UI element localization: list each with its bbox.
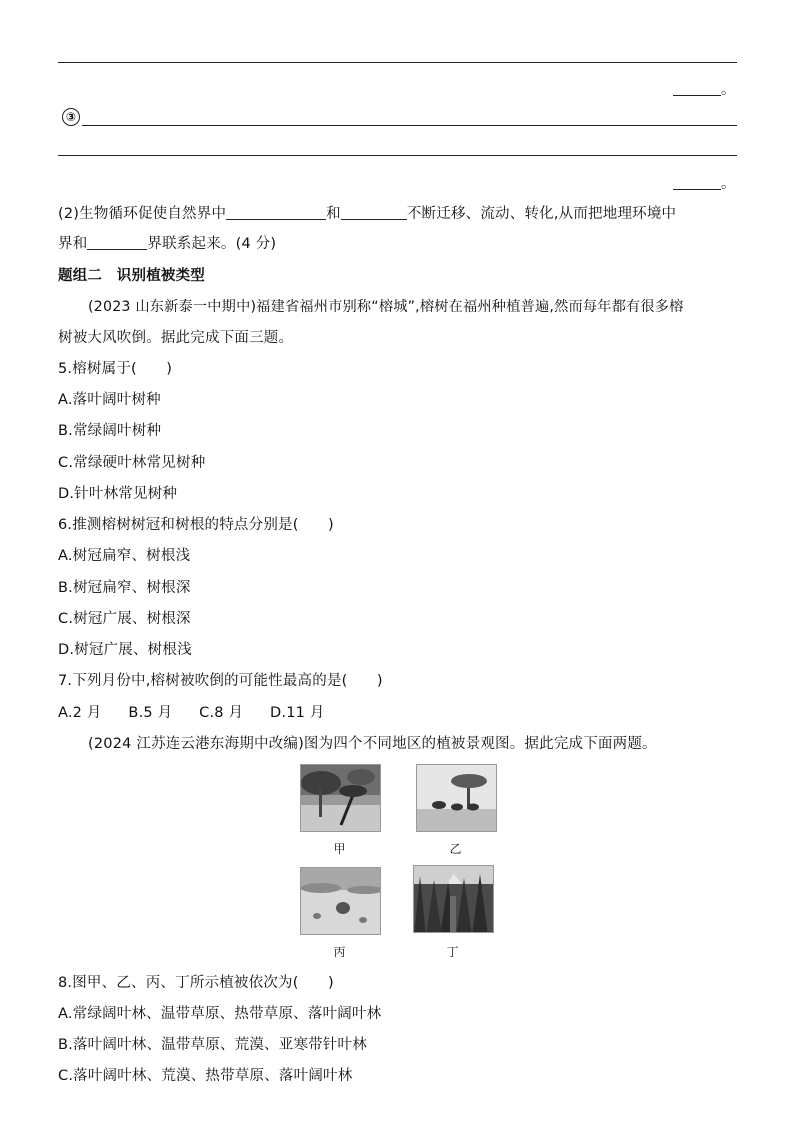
intro-2-line-1: (2024 江苏连云港东海期中改编)图为四个不同地区的植被景观图。据此完成下面两题。 <box>88 736 657 752</box>
photo-bing-desert-shrub-image <box>300 867 381 935</box>
caption-yi: 乙 <box>449 842 462 856</box>
answer-line-1 <box>58 62 737 63</box>
caption-jia: 甲 <box>333 842 346 856</box>
question-7-option-a: A.2 月 <box>58 705 102 721</box>
question-6-option-d: D.树冠广展、树根浅 <box>58 642 192 658</box>
question-7-options <box>58 701 325 722</box>
question-7-option-c: C.8 月 <box>199 705 244 721</box>
blank-1 <box>226 205 326 220</box>
text: 不断迁移、流动、转化,从而把地理环境中 <box>406 206 677 222</box>
answer-line-3 <box>58 155 737 156</box>
section-title: 题组二 识别植被类型 <box>58 268 205 284</box>
question-5-stem: 5.榕树属于( ) <box>58 361 173 377</box>
question-6-option-a: A.树冠扁窄、树根浅 <box>58 548 191 564</box>
text: 界和 <box>58 236 88 252</box>
question-8-option-b: B.落叶阔叶林、温带草原、荒漠、亚寒带针叶林 <box>58 1037 367 1053</box>
question-8-stem: 8.图甲、乙、丙、丁所示植被依次为( ) <box>58 975 334 991</box>
photo-jia-tropical-savanna-image <box>300 764 381 832</box>
photo-ding-coniferous-forest-image <box>413 865 494 933</box>
photo-yi-savanna-elephants-image <box>416 764 497 832</box>
question-6-option-b: B.树冠扁窄、树根深 <box>58 580 191 596</box>
question-5-option-a: A.落叶阔叶树种 <box>58 392 161 408</box>
end-mark: 。 <box>721 82 736 98</box>
question-7-option-d: D.11 月 <box>270 705 325 721</box>
fill-question-line-2 <box>58 232 276 253</box>
question-8-option-c: C.落叶阔叶林、荒漠、热带草原、落叶阔叶林 <box>58 1068 353 1084</box>
intro-1-line-2: 树被大风吹倒。据此完成下面三题。 <box>58 330 294 346</box>
intro-1-line-1: (2023 山东新泰一中期中)福建省福州市别称“榕城”,榕树在福州种植普遍,然而每年都有很多榕 <box>88 299 684 315</box>
question-5-option-b: B.常绿阔叶树种 <box>58 423 162 439</box>
question-7-option-b: B.5 月 <box>128 705 173 721</box>
text: 界联系起来。(4 分) <box>147 236 277 252</box>
caption-ding: 丁 <box>446 945 459 959</box>
answer-line-2 <box>82 125 737 126</box>
circled-number: ③ <box>62 108 80 126</box>
question-6-option-c: C.树冠广展、树根深 <box>58 611 191 627</box>
blank <box>673 175 721 190</box>
question-8-option-a: A.常绿阔叶林、温带草原、热带草原、落叶阔叶林 <box>58 1006 382 1022</box>
answer-end-1 <box>673 78 736 99</box>
question-5-option-c: C.常绿硬叶林常见树种 <box>58 455 206 471</box>
blank <box>673 81 721 96</box>
end-mark: 。 <box>721 176 736 192</box>
question-5-option-d: D.针叶林常见树种 <box>58 486 178 502</box>
item3-marker <box>62 108 80 126</box>
blank-2 <box>341 205 407 220</box>
caption-bing: 丙 <box>333 945 346 959</box>
question-6-stem: 6.推测榕树树冠和树根的特点分别是( ) <box>58 517 334 533</box>
text: (2)生物循环促使自然界中 <box>58 206 227 222</box>
text: 和 <box>326 206 341 222</box>
answer-end-2 <box>673 172 736 193</box>
question-7-stem: 7.下列月份中,榕树被吹倒的可能性最高的是( ) <box>58 673 383 689</box>
blank-3 <box>87 235 147 250</box>
fill-question-line-1 <box>58 202 676 223</box>
